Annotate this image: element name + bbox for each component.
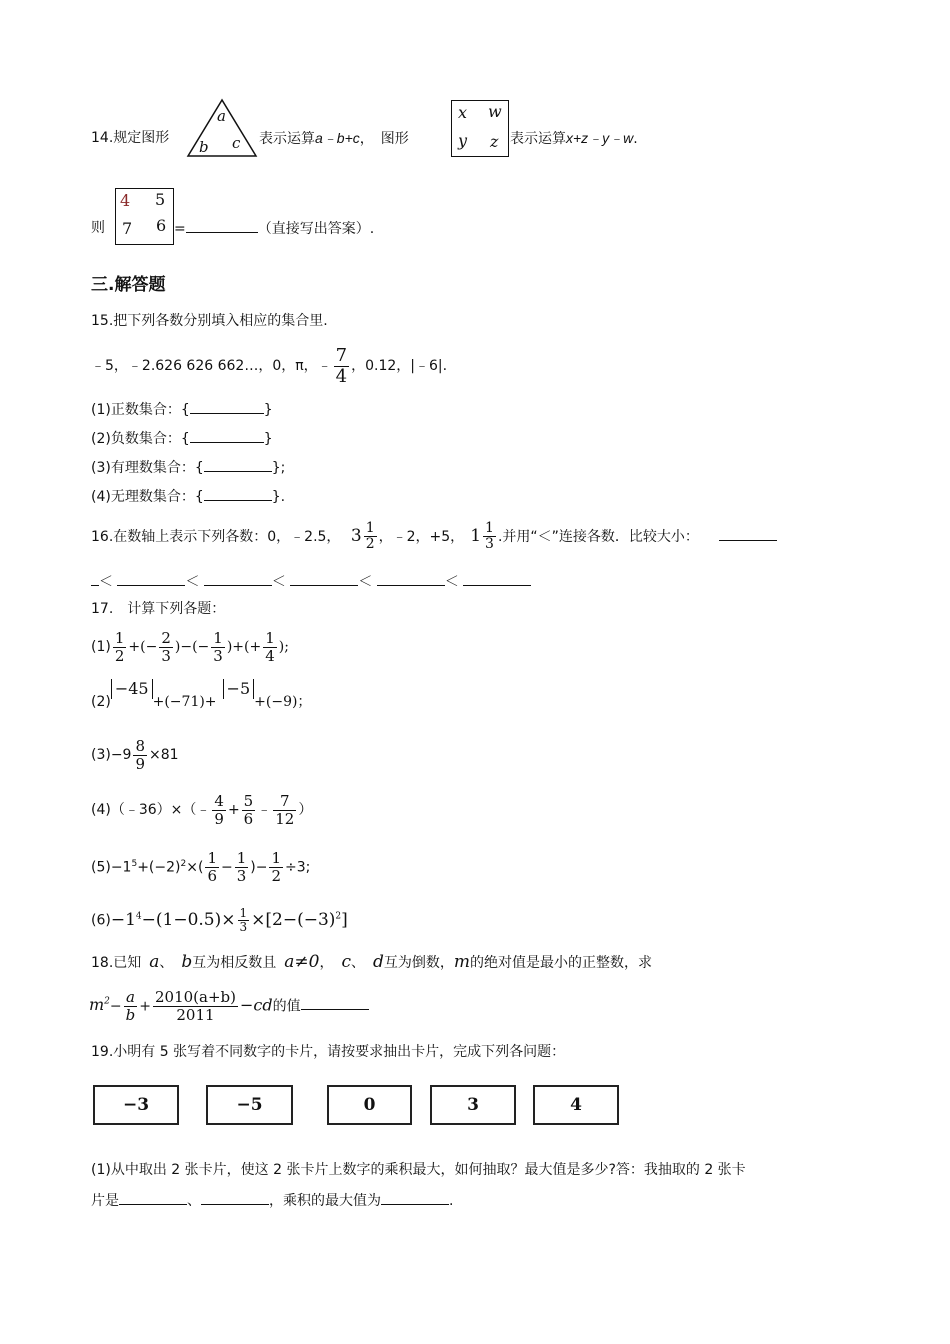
number-box-7: 7 <box>122 219 133 238</box>
box-label-y: y <box>458 131 468 150</box>
mixed-frac <box>364 521 377 552</box>
op: +(−9)； <box>254 694 312 710</box>
frac <box>212 793 226 828</box>
op: )+(+ <box>226 639 262 655</box>
mixed-frac <box>483 521 496 552</box>
q17-part3 <box>91 731 179 779</box>
exponent: 4 <box>135 911 142 921</box>
q19-text: 片是 <box>91 1193 119 1209</box>
condition: a≠0 <box>284 952 320 972</box>
frac-num: a <box>125 987 135 1006</box>
frac-num: 2 <box>161 628 171 647</box>
q19-text: ，乘积的最大值为 <box>269 1193 381 1209</box>
q19-blank-1[interactable] <box>119 1190 187 1205</box>
op: )− <box>250 859 268 876</box>
q18-blank[interactable] <box>301 995 369 1010</box>
op: −(1−0.5)× <box>141 909 236 930</box>
q14-mid2: ， 图形 <box>359 131 409 147</box>
expr-cd: −cd <box>239 995 273 1015</box>
q17-part1 <box>91 623 289 671</box>
box-label-x: x <box>458 103 468 122</box>
frac-den: 3 <box>236 867 247 886</box>
number-box-5: 5 <box>155 190 166 209</box>
abs-value: −45 <box>111 679 153 699</box>
var-c: c <box>341 952 352 972</box>
card-neg3[interactable]: −3 <box>93 1085 179 1125</box>
op: + <box>139 998 151 1015</box>
frac-den: 2 <box>365 536 375 552</box>
lt-sign: ＜ <box>444 574 459 590</box>
lt-sign: ＜ <box>185 574 200 590</box>
set-blank[interactable] <box>190 399 264 414</box>
q14-line1 <box>91 128 169 148</box>
comma: ， <box>319 955 334 971</box>
frac-den: 4 <box>265 646 275 665</box>
frac-num: 1 <box>114 628 125 647</box>
var-d: d <box>373 952 384 972</box>
q16-text-a: 16.在数轴上表示下列各数：0，﹣2.5， <box>91 529 341 545</box>
q16-blank-1-tail[interactable] <box>91 571 99 586</box>
q18-e: 的绝对值是最小的正整数，求 <box>470 955 653 971</box>
q14-line1-end <box>510 128 638 149</box>
set-blank[interactable] <box>204 486 272 501</box>
lt-sign: ＜ <box>358 574 373 590</box>
q14-answer <box>174 218 374 239</box>
mixed-3-1-2 <box>350 520 379 552</box>
frac-num: 5 <box>243 791 254 810</box>
number-box-6: 6 <box>156 216 167 235</box>
q15-numbers-a: ﹣5，﹣2.626 626 662…，0，π，﹣ <box>91 358 332 374</box>
fraction-7-4: $\frac{7}{4}$ <box>335 344 348 387</box>
frac-den: 2 <box>114 646 125 665</box>
frac-den: 9 <box>135 754 146 773</box>
q18-d: 互为倒数， <box>383 955 454 971</box>
part-label: (1) <box>91 639 111 655</box>
q16-blank-2[interactable] <box>117 571 185 586</box>
frac <box>113 630 127 665</box>
q15-set-negative <box>91 428 273 449</box>
frac <box>205 850 219 885</box>
op: ÷3; <box>285 859 311 876</box>
q16-line2 <box>91 571 531 592</box>
triangle-label-a: a <box>217 107 226 125</box>
q15-numbers-b: ，0.12，|﹣6|. <box>351 358 448 374</box>
frac <box>235 850 249 885</box>
set-label: (3)有理数集合：{ <box>91 460 204 476</box>
frac-den: 3 <box>213 646 223 665</box>
frac-num: 1 <box>365 520 375 536</box>
exponent: 2 <box>104 997 110 1007</box>
q15-set-positive <box>91 399 273 420</box>
frac-num: 1 <box>236 849 247 868</box>
frac <box>133 738 147 773</box>
set-label: (4)无理数集合：{ <box>91 489 204 505</box>
op: ); <box>278 639 289 655</box>
q17-part5 <box>91 840 310 892</box>
q17-part4 <box>91 786 312 834</box>
part-label: (2) <box>91 694 111 710</box>
q17-part2 <box>91 679 312 714</box>
frac <box>242 793 256 828</box>
q18-a: 18.已知 <box>91 955 142 971</box>
q19-blank-2[interactable] <box>201 1190 269 1205</box>
sep: 、 <box>351 955 366 971</box>
set-label: (2)负数集合：{ <box>91 431 190 447</box>
frac <box>263 630 277 665</box>
q17-title: 17. 计算下列各题： <box>91 601 226 617</box>
op: + <box>227 802 240 818</box>
q16-line1 <box>91 511 777 562</box>
q14-answer-blank[interactable] <box>186 218 258 233</box>
q16-text-c: .并用“＜”连接各数．比较大小： <box>497 529 699 545</box>
frac-den: 2011 <box>153 1006 238 1024</box>
frac <box>159 630 173 665</box>
frac-den: 3 <box>239 919 248 934</box>
set-blank[interactable] <box>204 457 272 472</box>
number-box-4: 4 <box>120 191 131 210</box>
frac <box>238 907 250 934</box>
frac-num: 8 <box>135 736 146 755</box>
lt-sign: ＜ <box>271 574 286 590</box>
op: − <box>220 859 233 876</box>
frac-den: 3 <box>485 536 494 552</box>
frac-den: 12 <box>275 809 295 828</box>
set-end: } <box>263 402 273 418</box>
frac-den: 6 <box>207 867 217 886</box>
op: ） <box>298 802 313 818</box>
card-4[interactable]: 4 <box>533 1085 619 1125</box>
op: ×( <box>186 859 204 876</box>
q19-part1-line2 <box>91 1190 453 1211</box>
card-0[interactable]: 0 <box>327 1085 412 1125</box>
frac-a-b <box>124 989 138 1024</box>
q19-blank-3[interactable] <box>381 1190 449 1205</box>
set-end: } <box>263 431 273 447</box>
set-blank[interactable] <box>190 428 264 443</box>
op: ×81 <box>149 747 179 763</box>
q14-end: . <box>633 131 638 147</box>
op: )−(− <box>174 639 210 655</box>
q15-set-irrational <box>91 486 285 507</box>
q19-part1-line1: (1)从中取出 2 张卡片，使这 2 张卡片上数字的乘积最大，如何抽取？最大值是多少?答：我抽取的 2 张卡 <box>91 1162 746 1178</box>
op: ×[2−(−3) <box>251 909 336 930</box>
q15-set-rational <box>91 457 285 478</box>
q14-then-text: 则 <box>91 220 105 236</box>
triangle-label-b: b <box>199 138 209 156</box>
q18-line2 <box>89 979 369 1029</box>
mixed-whole: 3 <box>350 526 362 546</box>
box-label-z: z <box>490 132 499 151</box>
frac <box>269 850 283 885</box>
part-label: (4)（﹣36）×（﹣ <box>91 802 211 818</box>
frac-den: 9 <box>214 809 224 828</box>
q16-blank-1[interactable] <box>719 526 777 541</box>
op: +(− <box>128 639 158 655</box>
abs-value: −5 <box>223 679 255 699</box>
q14-prefix: 14.规定图形 <box>91 130 170 146</box>
q14-then <box>91 218 105 238</box>
op: ﹣ <box>257 802 272 818</box>
q14-tail: （直接写出答案）. <box>257 221 375 237</box>
card-3[interactable]: 3 <box>430 1085 516 1125</box>
op: +(−2) <box>137 859 181 876</box>
q14-expr1: a﹣b+c <box>315 130 360 146</box>
q16-blank-5[interactable] <box>377 571 445 586</box>
frac-num: 7 <box>279 791 290 810</box>
part-label: (3)−9 <box>91 747 132 763</box>
expr-m <box>89 995 110 1014</box>
q14-line1-rest <box>259 128 409 149</box>
q16-blank-3[interactable] <box>204 571 272 586</box>
exponent: 2 <box>180 859 187 869</box>
q14-mid1: 表示运算 <box>259 131 315 147</box>
set-label: (1)正数集合：{ <box>91 402 190 418</box>
q17-part6 <box>91 896 348 941</box>
q16-text-b: ，﹣2，+5， <box>378 529 465 545</box>
frac-num: 2010(a+b) <box>154 987 236 1006</box>
section-title: 三.解答题 <box>91 275 166 295</box>
q16-blank-4[interactable] <box>290 571 358 586</box>
exponent: 5 <box>131 859 138 869</box>
q14-mid3: 表示运算 <box>510 131 566 147</box>
frac-num: 1 <box>271 849 282 868</box>
frac-den: 6 <box>243 809 254 828</box>
q14-expr2: x+z﹣y﹣w <box>566 130 634 146</box>
frac-num: 1 <box>213 628 223 647</box>
var-m: m <box>453 952 471 972</box>
frac-2010 <box>153 989 238 1024</box>
frac-num: 1 <box>265 628 275 647</box>
card-neg5[interactable]: −5 <box>206 1085 293 1125</box>
sep: 、 <box>187 1193 201 1209</box>
exponent: 2 <box>335 911 342 921</box>
period: . <box>449 1193 454 1209</box>
frac <box>211 630 225 665</box>
q15-numbers <box>91 340 447 392</box>
mixed-1-1-3 <box>470 520 498 552</box>
set-end: }. <box>271 489 286 505</box>
frac-num: 1 <box>207 849 217 868</box>
q19-title: 19.小明有 5 张写着不同数字的卡片，请按要求抽出卡片，完成下列各问题： <box>91 1044 566 1060</box>
part-label: (5)−1 <box>91 859 132 876</box>
mixed-whole: 1 <box>470 526 482 546</box>
frac <box>273 793 296 828</box>
q18-b: 互为相反数且 <box>192 955 277 971</box>
sep: 、 <box>159 955 174 971</box>
set-end: }; <box>271 460 286 476</box>
op: −1 <box>110 909 136 930</box>
op: +(−71)+ <box>152 694 217 710</box>
xwyz-box <box>451 100 509 157</box>
var-b: b <box>181 952 193 972</box>
q14-eq: = <box>174 221 186 237</box>
var-a: a <box>149 952 160 972</box>
q16-blank-6[interactable] <box>463 571 531 586</box>
frac-den: 3 <box>161 646 171 665</box>
part-label: (6) <box>91 912 111 929</box>
frac-num: 1 <box>485 520 494 536</box>
frac-den: b <box>125 1005 136 1024</box>
q18-line1 <box>91 952 652 973</box>
op: ] <box>341 909 348 930</box>
q15-title: 15.把下列各数分别填入相应的集合里. <box>91 313 328 329</box>
frac-num: 1 <box>239 905 248 920</box>
frac-num: 4 <box>214 791 224 810</box>
expr <box>110 905 348 934</box>
op: − <box>109 998 122 1015</box>
var-m: m <box>89 995 105 1015</box>
box-label-w: w <box>488 102 502 121</box>
q18-f: 的值 <box>272 998 301 1015</box>
triangle-label-c: c <box>232 134 241 152</box>
number-box <box>115 188 174 245</box>
frac-den: 2 <box>271 867 282 886</box>
lt-sign: ＜ <box>99 574 113 590</box>
